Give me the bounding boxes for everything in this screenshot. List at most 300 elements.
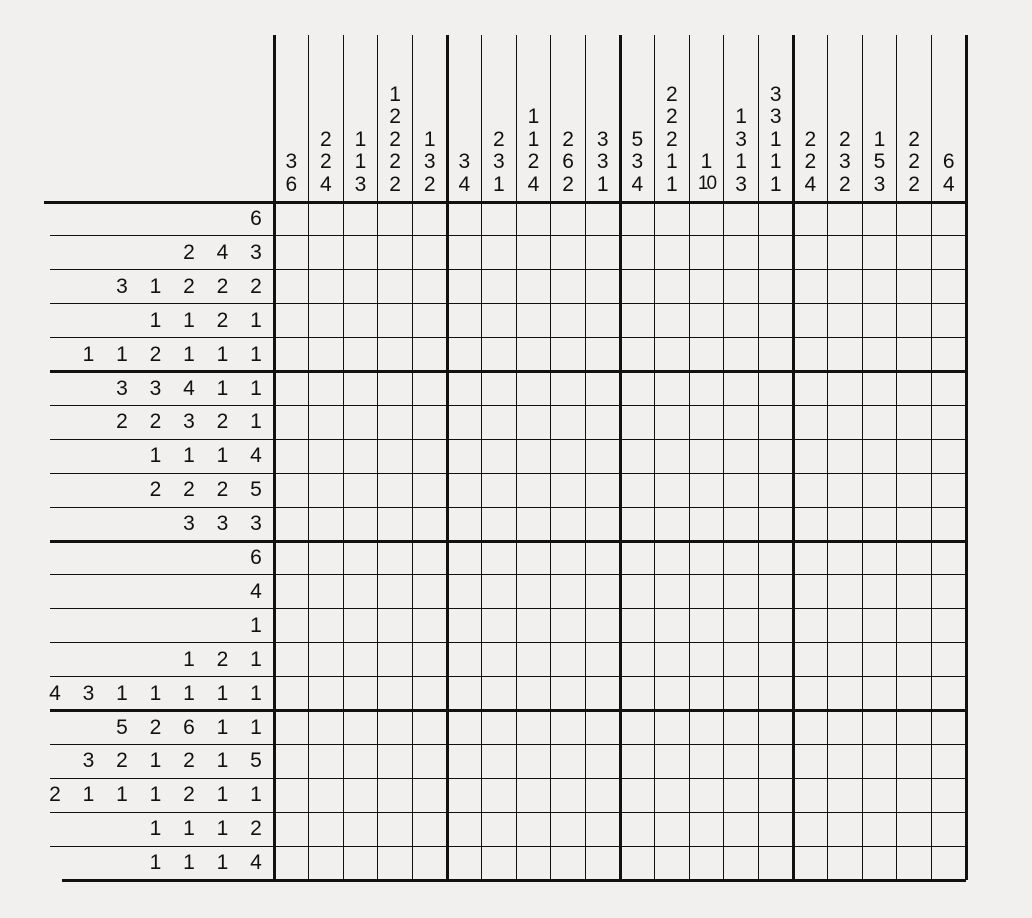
grid-cell[interactable] [793,812,828,846]
grid-cell[interactable] [689,507,724,541]
grid-cell[interactable] [620,711,655,745]
grid-cell[interactable] [931,372,966,406]
grid-cell[interactable] [274,541,309,575]
grid-cell[interactable] [758,812,793,846]
grid-cell[interactable] [655,711,690,745]
grid-cell[interactable] [447,236,482,270]
grid-cell[interactable] [343,643,378,677]
grid-cell[interactable] [447,677,482,711]
grid-cell[interactable] [758,778,793,812]
grid-cell[interactable] [793,643,828,677]
grid-cell[interactable] [931,541,966,575]
grid-cell[interactable] [620,304,655,338]
grid-cell[interactable] [828,744,863,778]
grid-cell[interactable] [862,778,897,812]
grid-cell[interactable] [412,405,447,439]
grid-cell[interactable] [551,236,586,270]
grid-cell[interactable] [482,439,517,473]
grid-cell[interactable] [274,439,309,473]
grid-cell[interactable] [585,236,620,270]
grid-cell[interactable] [897,304,932,338]
grid-cell[interactable] [620,812,655,846]
grid-cell[interactable] [931,405,966,439]
grid-cell[interactable] [412,473,447,507]
grid-cell[interactable] [343,304,378,338]
grid-cell[interactable] [724,338,759,372]
grid-cell[interactable] [412,304,447,338]
grid-cell[interactable] [274,643,309,677]
grid-cell[interactable] [724,711,759,745]
grid-cell[interactable] [447,507,482,541]
grid-cell[interactable] [309,677,344,711]
grid-cell[interactable] [620,270,655,304]
grid-cell[interactable] [309,541,344,575]
grid-cell[interactable] [862,846,897,880]
grid-cell[interactable] [862,744,897,778]
grid-cell[interactable] [828,338,863,372]
grid-cell[interactable] [620,846,655,880]
grid-cell[interactable] [482,575,517,609]
grid-cell[interactable] [689,541,724,575]
grid-cell[interactable] [412,744,447,778]
grid-cell[interactable] [793,541,828,575]
grid-cell[interactable] [931,202,966,236]
grid-cell[interactable] [655,372,690,406]
grid-cell[interactable] [551,744,586,778]
grid-cell[interactable] [931,609,966,643]
grid-cell[interactable] [724,372,759,406]
grid-cell[interactable] [724,812,759,846]
grid-cell[interactable] [309,846,344,880]
grid-cell[interactable] [447,609,482,643]
grid-cell[interactable] [689,744,724,778]
grid-cell[interactable] [828,236,863,270]
grid-cell[interactable] [516,405,551,439]
grid-cell[interactable] [309,744,344,778]
grid-cell[interactable] [585,439,620,473]
grid-cell[interactable] [758,575,793,609]
grid-cell[interactable] [620,236,655,270]
grid-cell[interactable] [585,541,620,575]
grid-cell[interactable] [412,202,447,236]
grid-cell[interactable] [585,575,620,609]
grid-cell[interactable] [378,473,413,507]
grid-cell[interactable] [620,609,655,643]
grid-cell[interactable] [897,812,932,846]
grid-cell[interactable] [447,778,482,812]
grid-cell[interactable] [551,846,586,880]
grid-cell[interactable] [551,372,586,406]
grid-cell[interactable] [551,202,586,236]
grid-cell[interactable] [689,812,724,846]
grid-cell[interactable] [309,812,344,846]
grid-cell[interactable] [274,372,309,406]
grid-cell[interactable] [793,677,828,711]
grid-cell[interactable] [551,575,586,609]
grid-cell[interactable] [689,405,724,439]
grid-cell[interactable] [309,439,344,473]
grid-cell[interactable] [447,270,482,304]
grid-cell[interactable] [793,778,828,812]
grid-cell[interactable] [793,270,828,304]
grid-cell[interactable] [897,609,932,643]
grid-cell[interactable] [655,541,690,575]
grid-cell[interactable] [689,304,724,338]
grid-cell[interactable] [758,270,793,304]
grid-cell[interactable] [309,643,344,677]
grid-cell[interactable] [412,541,447,575]
grid-cell[interactable] [897,643,932,677]
grid-cell[interactable] [758,846,793,880]
grid-cell[interactable] [655,609,690,643]
grid-cell[interactable] [551,338,586,372]
grid-cell[interactable] [412,846,447,880]
grid-cell[interactable] [758,643,793,677]
grid-cell[interactable] [378,405,413,439]
grid-cell[interactable] [412,778,447,812]
grid-cell[interactable] [724,541,759,575]
grid-cell[interactable] [447,541,482,575]
grid-cell[interactable] [724,778,759,812]
grid-cell[interactable] [378,643,413,677]
grid-cell[interactable] [585,372,620,406]
grid-cell[interactable] [343,575,378,609]
grid-cell[interactable] [828,711,863,745]
grid-cell[interactable] [482,405,517,439]
grid-cell[interactable] [274,405,309,439]
grid-cell[interactable] [828,405,863,439]
grid-cell[interactable] [516,609,551,643]
grid-cell[interactable] [447,202,482,236]
grid-cell[interactable] [862,270,897,304]
grid-cell[interactable] [862,304,897,338]
grid-cell[interactable] [343,744,378,778]
grid-cell[interactable] [620,575,655,609]
grid-cell[interactable] [551,711,586,745]
grid-cell[interactable] [516,812,551,846]
grid-cell[interactable] [689,338,724,372]
grid-cell[interactable] [724,846,759,880]
grid-cell[interactable] [897,439,932,473]
grid-cell[interactable] [897,338,932,372]
grid-cell[interactable] [793,744,828,778]
grid-cell[interactable] [274,575,309,609]
grid-cell[interactable] [343,677,378,711]
grid-cell[interactable] [585,304,620,338]
grid-cell[interactable] [689,270,724,304]
grid-cell[interactable] [274,778,309,812]
grid-cell[interactable] [378,744,413,778]
grid-cell[interactable] [343,609,378,643]
grid-cell[interactable] [620,677,655,711]
grid-cell[interactable] [655,778,690,812]
grid-cell[interactable] [447,744,482,778]
grid-cell[interactable] [378,236,413,270]
grid-cell[interactable] [343,473,378,507]
grid-cell[interactable] [585,846,620,880]
grid-cell[interactable] [655,439,690,473]
grid-cell[interactable] [516,643,551,677]
grid-cell[interactable] [585,473,620,507]
grid-cell[interactable] [793,304,828,338]
grid-cell[interactable] [862,473,897,507]
grid-cell[interactable] [862,711,897,745]
grid-cell[interactable] [655,575,690,609]
grid-cell[interactable] [931,236,966,270]
grid-cell[interactable] [309,473,344,507]
grid-cell[interactable] [724,270,759,304]
grid-cell[interactable] [378,304,413,338]
grid-cell[interactable] [758,202,793,236]
grid-cell[interactable] [274,236,309,270]
grid-cell[interactable] [724,236,759,270]
grid-cell[interactable] [931,744,966,778]
grid-cell[interactable] [931,338,966,372]
grid-cell[interactable] [689,439,724,473]
grid-cell[interactable] [274,270,309,304]
grid-cell[interactable] [482,202,517,236]
grid-cell[interactable] [378,846,413,880]
grid-cell[interactable] [412,711,447,745]
grid-cell[interactable] [378,778,413,812]
grid-cell[interactable] [758,677,793,711]
grid-cell[interactable] [447,711,482,745]
grid-cell[interactable] [655,405,690,439]
grid-cell[interactable] [655,236,690,270]
grid-cell[interactable] [689,575,724,609]
grid-cell[interactable] [447,575,482,609]
grid-cell[interactable] [828,304,863,338]
grid-cell[interactable] [482,812,517,846]
grid-cell[interactable] [828,677,863,711]
grid-cell[interactable] [343,405,378,439]
grid-cell[interactable] [309,304,344,338]
grid-cell[interactable] [343,778,378,812]
grid-cell[interactable] [412,507,447,541]
grid-cell[interactable] [551,439,586,473]
grid-cell[interactable] [516,744,551,778]
grid-cell[interactable] [862,677,897,711]
grid-cell[interactable] [828,439,863,473]
grid-cell[interactable] [724,609,759,643]
grid-cell[interactable] [758,507,793,541]
grid-cell[interactable] [482,236,517,270]
grid-cell[interactable] [585,744,620,778]
grid-cell[interactable] [378,439,413,473]
grid-cell[interactable] [516,473,551,507]
grid-cell[interactable] [758,405,793,439]
grid-cell[interactable] [897,236,932,270]
grid-cell[interactable] [758,338,793,372]
grid-cell[interactable] [447,338,482,372]
grid-cell[interactable] [655,202,690,236]
grid-cell[interactable] [274,338,309,372]
grid-cell[interactable] [551,778,586,812]
grid-cell[interactable] [585,405,620,439]
grid-cell[interactable] [378,677,413,711]
grid-cell[interactable] [758,473,793,507]
grid-cell[interactable] [516,202,551,236]
grid-cell[interactable] [897,846,932,880]
grid-cell[interactable] [620,744,655,778]
grid-cell[interactable] [862,338,897,372]
grid-cell[interactable] [620,778,655,812]
grid-cell[interactable] [793,405,828,439]
grid-cell[interactable] [551,643,586,677]
grid-cell[interactable] [655,473,690,507]
grid-cell[interactable] [482,677,517,711]
grid-cell[interactable] [551,405,586,439]
grid-cell[interactable] [309,372,344,406]
grid-cell[interactable] [412,372,447,406]
grid-cell[interactable] [551,812,586,846]
grid-cell[interactable] [343,202,378,236]
grid-cell[interactable] [585,338,620,372]
grid-cell[interactable] [655,338,690,372]
grid-cell[interactable] [274,711,309,745]
grid-cell[interactable] [655,812,690,846]
grid-cell[interactable] [482,270,517,304]
grid-cell[interactable] [343,507,378,541]
grid-cell[interactable] [931,711,966,745]
grid-cell[interactable] [482,473,517,507]
grid-cell[interactable] [412,270,447,304]
grid-cell[interactable] [551,507,586,541]
grid-cell[interactable] [274,677,309,711]
grid-cell[interactable] [585,677,620,711]
grid-cell[interactable] [412,643,447,677]
grid-cell[interactable] [482,304,517,338]
grid-cell[interactable] [862,643,897,677]
grid-cell[interactable] [931,507,966,541]
grid-cell[interactable] [585,507,620,541]
grid-cell[interactable] [412,609,447,643]
grid-cell[interactable] [378,711,413,745]
grid-cell[interactable] [862,812,897,846]
grid-cell[interactable] [828,812,863,846]
grid-cell[interactable] [724,677,759,711]
grid-cell[interactable] [897,541,932,575]
grid-cell[interactable] [516,507,551,541]
grid-cell[interactable] [620,507,655,541]
grid-cell[interactable] [931,677,966,711]
grid-cell[interactable] [585,609,620,643]
grid-cell[interactable] [862,609,897,643]
grid-cell[interactable] [793,473,828,507]
grid-cell[interactable] [516,677,551,711]
grid-cell[interactable] [343,372,378,406]
grid-cell[interactable] [758,744,793,778]
grid-cell[interactable] [828,473,863,507]
grid-cell[interactable] [689,711,724,745]
grid-cell[interactable] [620,439,655,473]
grid-cell[interactable] [516,270,551,304]
grid-cell[interactable] [516,304,551,338]
grid-cell[interactable] [482,609,517,643]
grid-cell[interactable] [447,372,482,406]
grid-cell[interactable] [793,372,828,406]
grid-cell[interactable] [412,439,447,473]
grid-cell[interactable] [897,778,932,812]
grid-cell[interactable] [689,202,724,236]
grid-cell[interactable] [412,812,447,846]
grid-cell[interactable] [793,236,828,270]
grid-cell[interactable] [655,643,690,677]
grid-cell[interactable] [585,643,620,677]
grid-cell[interactable] [585,202,620,236]
grid-cell[interactable] [274,304,309,338]
grid-cell[interactable] [862,507,897,541]
grid-cell[interactable] [758,609,793,643]
grid-cell[interactable] [689,778,724,812]
grid-cell[interactable] [585,270,620,304]
grid-cell[interactable] [482,643,517,677]
grid-cell[interactable] [447,846,482,880]
grid-cell[interactable] [482,372,517,406]
grid-cell[interactable] [412,236,447,270]
grid-cell[interactable] [516,372,551,406]
grid-cell[interactable] [689,236,724,270]
grid-cell[interactable] [758,541,793,575]
grid-cell[interactable] [412,575,447,609]
grid-cell[interactable] [447,405,482,439]
grid-cell[interactable] [724,507,759,541]
grid-cell[interactable] [482,846,517,880]
grid-cell[interactable] [931,270,966,304]
grid-cell[interactable] [343,541,378,575]
grid-cell[interactable] [793,507,828,541]
grid-cell[interactable] [897,372,932,406]
grid-cell[interactable] [897,507,932,541]
grid-cell[interactable] [655,677,690,711]
grid-cell[interactable] [309,202,344,236]
grid-cell[interactable] [551,609,586,643]
grid-cell[interactable] [378,372,413,406]
grid-cell[interactable] [862,405,897,439]
grid-cell[interactable] [274,609,309,643]
grid-cell[interactable] [828,270,863,304]
grid-cell[interactable] [274,473,309,507]
grid-cell[interactable] [793,609,828,643]
grid-cell[interactable] [724,473,759,507]
grid-cell[interactable] [447,812,482,846]
grid-cell[interactable] [447,473,482,507]
grid-cell[interactable] [724,405,759,439]
grid-cell[interactable] [274,812,309,846]
grid-cell[interactable] [343,812,378,846]
grid-cell[interactable] [655,304,690,338]
grid-cell[interactable] [897,473,932,507]
grid-cell[interactable] [274,507,309,541]
grid-cell[interactable] [724,643,759,677]
grid-cell[interactable] [793,439,828,473]
grid-cell[interactable] [828,643,863,677]
grid-cell[interactable] [309,270,344,304]
grid-cell[interactable] [862,202,897,236]
grid-cell[interactable] [620,338,655,372]
grid-cell[interactable] [828,575,863,609]
grid-cell[interactable] [378,812,413,846]
grid-cell[interactable] [516,439,551,473]
grid-cell[interactable] [828,846,863,880]
grid-cell[interactable] [828,507,863,541]
grid-cell[interactable] [378,507,413,541]
grid-cell[interactable] [724,202,759,236]
grid-cell[interactable] [931,575,966,609]
grid-cell[interactable] [482,541,517,575]
grid-cell[interactable] [620,541,655,575]
grid-cell[interactable] [343,711,378,745]
